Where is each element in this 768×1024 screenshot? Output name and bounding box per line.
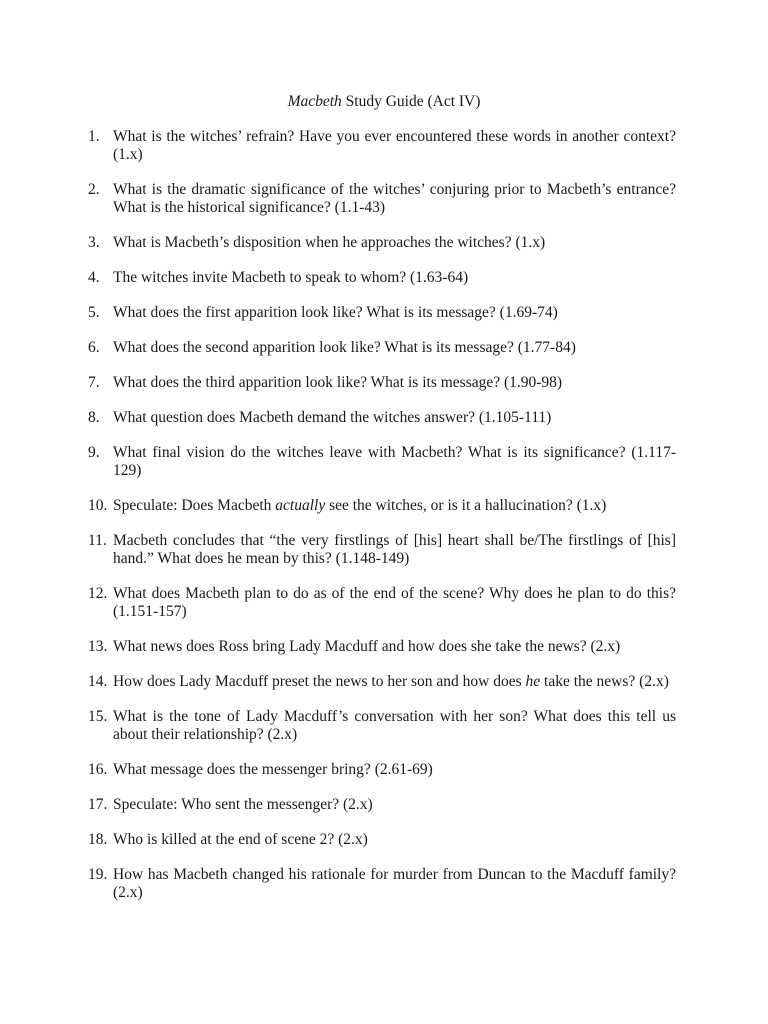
question-item [88, 269, 676, 287]
question-item [88, 831, 676, 849]
question-item [88, 796, 676, 814]
question-number: 6. [88, 339, 100, 356]
question-item [88, 128, 676, 164]
question-item [88, 339, 676, 357]
question-text: What does the second apparition look like? What is its message? (1.77-84) [113, 339, 576, 356]
question-item [88, 761, 676, 779]
question-number: 7. [88, 374, 100, 391]
question-text [113, 673, 669, 690]
question-number: 17. [88, 796, 108, 813]
question-text: What news does Ross bring Lady Macduff and how does she take the news? (2.x) [113, 638, 621, 655]
question-text-end: see the witches, or is it a hallucination? (1.x) [325, 497, 607, 514]
question-number: 18. [88, 831, 108, 848]
question-item [88, 638, 676, 656]
question-number: 5. [88, 304, 100, 321]
question-number: 4. [88, 269, 100, 286]
title-rest: Study Guide (Act IV) [341, 93, 481, 110]
question-item [88, 374, 676, 392]
page-title [0, 92, 768, 112]
question-text: The witches invite Macbeth to speak to whom? (1.63-64) [113, 269, 469, 286]
question-text [113, 497, 606, 514]
question-text-emphasis: actually [275, 497, 326, 514]
question-number: 10. [88, 497, 108, 514]
question-text: What question does Macbeth demand the witches answer? (1.105-111) [113, 409, 552, 426]
question-text-emphasis: he [525, 673, 541, 690]
question-item [88, 866, 676, 902]
question-text-end: take the news? (2.x) [540, 673, 669, 690]
question-number: 8. [88, 409, 100, 426]
title-play-name: Macbeth [287, 93, 342, 110]
question-text: What is the dramatic significance of the witches’ conjuring prior to Macbeth’s entrance? What is the historical significance? (1.1-43) [113, 181, 676, 216]
question-item [88, 532, 676, 568]
question-number: 2. [88, 181, 100, 198]
question-number: 15. [88, 708, 108, 725]
question-number: 19. [88, 866, 108, 883]
question-number: 14. [88, 673, 108, 690]
question-text: Speculate: Who sent the messenger? (2.x) [113, 796, 373, 813]
question-text: What message does the messenger bring? (2.61-69) [113, 761, 433, 778]
question-text: What final vision do the witches leave with Macbeth? What is its significance? (1.117-129) [113, 444, 676, 479]
question-text-start: Speculate: Does Macbeth [113, 497, 276, 514]
question-number: 11. [88, 532, 107, 549]
question-item [88, 304, 676, 322]
question-text: What is the tone of Lady Macduff’s conversation with her son? What does this tell us about their relationship? (2.x) [113, 708, 676, 743]
question-item [88, 409, 676, 427]
question-text: How has Macbeth changed his rationale for murder from Duncan to the Macduff family? (2.x) [113, 866, 676, 901]
question-text: Who is killed at the end of scene 2? (2.x) [113, 831, 368, 848]
question-text: Macbeth concludes that “the very firstlings of [his] heart shall be/The firstlings of [his] hand.” What does he mean by this? (1.148-149) [113, 532, 676, 567]
question-item [88, 234, 676, 252]
question-item [88, 673, 676, 691]
question-text: What is Macbeth’s disposition when he approaches the witches? (1.x) [113, 234, 546, 251]
question-list [88, 128, 676, 919]
question-item [88, 708, 676, 744]
question-number: 9. [88, 444, 100, 461]
question-text-start: How does Lady Macduff preset the news to her son and how does [113, 673, 526, 690]
question-item [88, 444, 676, 480]
question-number: 1. [88, 128, 100, 145]
question-item [88, 181, 676, 217]
question-number: 3. [88, 234, 100, 251]
question-item [88, 497, 676, 515]
question-text: What does Macbeth plan to do as of the end of the scene? Why does he plan to do this? (1.151-157) [113, 585, 676, 620]
question-text: What does the first apparition look like? What is its message? (1.69-74) [113, 304, 558, 321]
question-text: What is the witches’ refrain? Have you ever encountered these words in another context? (1.x) [113, 128, 676, 163]
question-number: 13. [88, 638, 108, 655]
question-number: 12. [88, 585, 108, 602]
question-number: 16. [88, 761, 108, 778]
question-text: What does the third apparition look like? What is its message? (1.90-98) [113, 374, 563, 391]
question-item [88, 585, 676, 621]
